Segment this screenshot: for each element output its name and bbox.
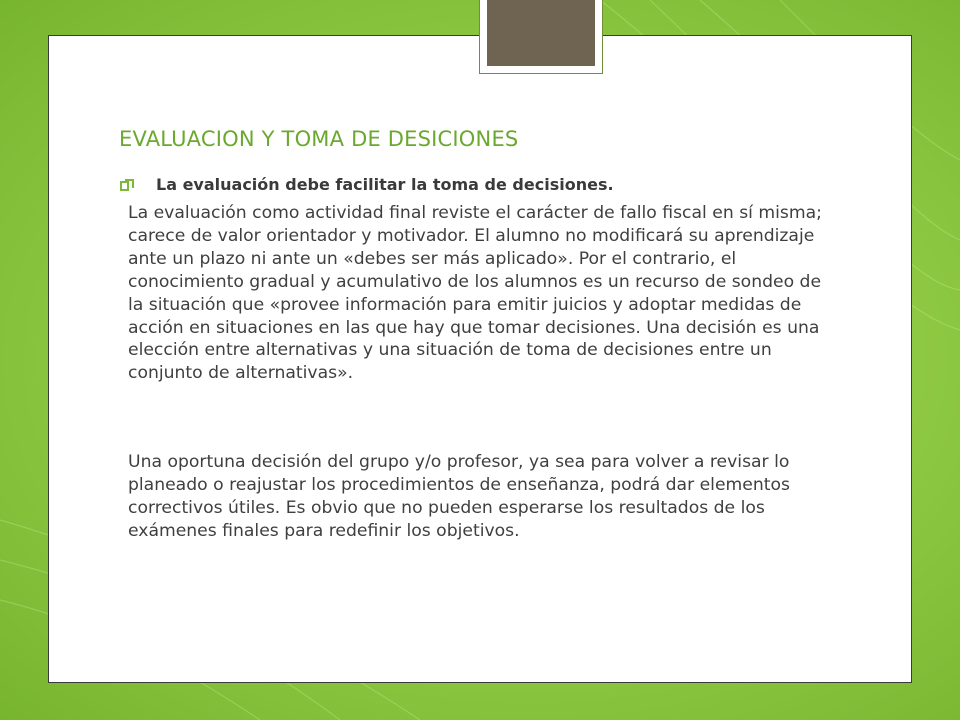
square-bullet-icon [120,179,134,193]
body-paragraph: La evaluación como actividad final reviste el carácter de fallo fiscal en sí misma; carece de valor orientador y motivador. El alumno no modificará su aprendizaje ante un plazo ni ante un «debes ser más aplicado». Por el contrario, el conocimiento gradual y acumulativo de los alumnos es un recurso de sondeo de la situación que «provee información para emitir juicios y adoptar medidas de acción en situaciones en las que hay que tomar decisiones. Una decisión es una elección entre alternativas y una situación de toma de decisiones entre un conjunto de alternativas». [128,203,822,384]
bullet-text: La evaluación debe facilitar la toma de decisiones. [156,175,614,194]
body-paragraph: Una oportuna decisión del grupo y/o profesor, ya sea para volver a revisar lo planeado o reajustar los procedimientos de enseñanza, podrá dar elementos correctivos útiles. Es obvio que no pueden esperarse los resultados de los exámenes finales para redefinir los objetivos. [128,452,790,541]
decorative-tab [487,0,595,66]
slide-title: EVALUACION Y TOMA DE DESICIONES [119,127,519,151]
